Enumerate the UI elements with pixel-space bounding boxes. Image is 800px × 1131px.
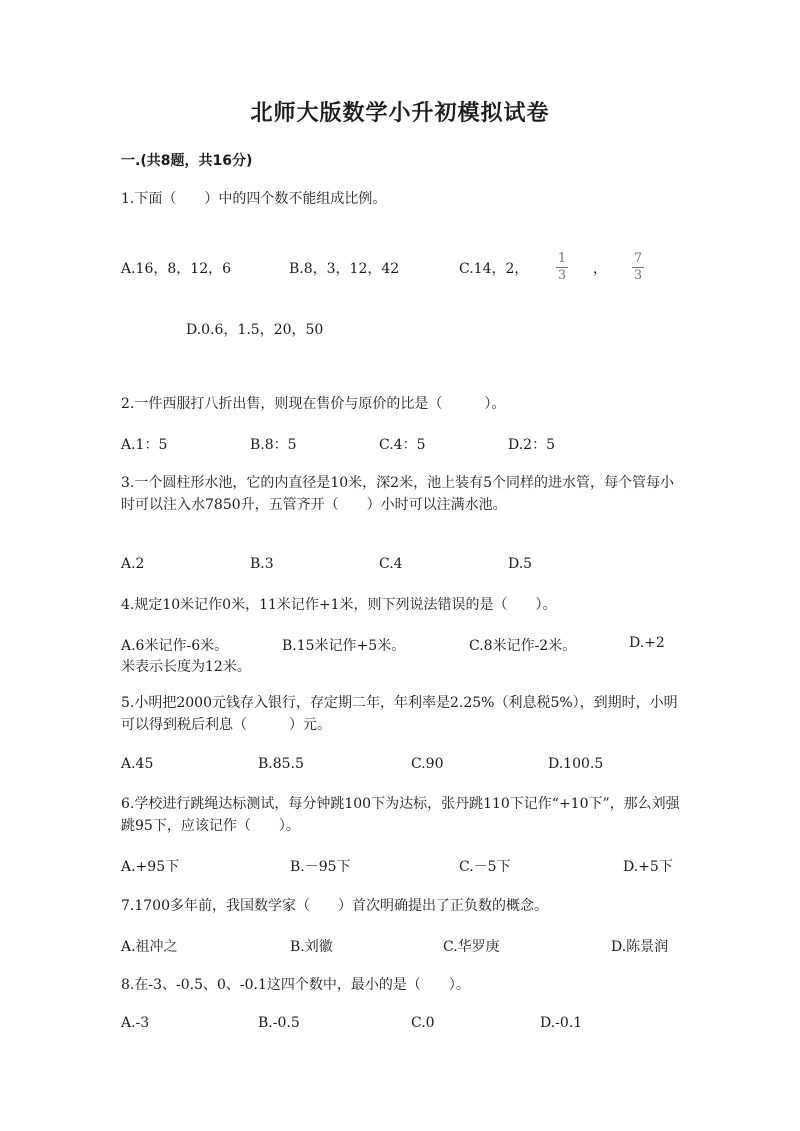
question-5-option-c: C.90: [411, 756, 444, 772]
question-4-stem: 4.规定10米记作0米，11米记作+1米，则下列说法错误的是（ ）。: [121, 597, 557, 613]
question-5-option-a: A.45: [121, 756, 154, 772]
question-8-stem: 8.在-3、-0.5、0、-0.1这四个数中，最小的是（ ）。: [121, 977, 470, 993]
question-1-option-c: C.14，2，: [459, 261, 529, 277]
question-4-option-d-line2: 米表示长度为12米。: [121, 659, 251, 675]
fraction-denominator: 3: [633, 268, 643, 283]
question-8-option-b: B.-0.5: [258, 1015, 300, 1031]
fraction-denominator: 3: [557, 268, 567, 283]
question-7-option-d: D.陈景润: [611, 939, 669, 955]
question-7-stem: 7.1700多年前，我国数学家（ ）首次明确提出了正负数的概念。: [121, 898, 548, 914]
question-7-option-c: C.华罗庚: [443, 939, 500, 955]
question-6-option-d: D.+5下: [623, 859, 673, 875]
question-8-option-a: A.-3: [121, 1015, 150, 1031]
question-4-option-c: C.8米记作-2米。: [469, 638, 577, 654]
question-6-option-c: C.－5下: [459, 859, 511, 875]
question-1-fraction-one-third: [556, 252, 568, 283]
question-4-option-d-line1: D.+2: [629, 635, 665, 651]
question-3-option-b: B.3: [250, 556, 274, 572]
question-7-option-b: B.刘徽: [290, 939, 333, 955]
question-8-option-d: D.-0.1: [540, 1015, 583, 1031]
question-2-option-a: A.1：5: [121, 437, 168, 453]
question-6-option-a: A.+95下: [121, 859, 180, 875]
question-3-option-c: C.4: [379, 556, 403, 572]
question-5-option-d: D.100.5: [548, 756, 604, 772]
page-title: 北师大版数学小升初模拟试卷: [250, 101, 550, 126]
question-3-option-d: D.5: [508, 556, 533, 572]
fraction-numerator: 7: [633, 251, 643, 266]
question-1-fraction-seven-thirds: [632, 252, 644, 283]
question-7-option-a: A.祖冲之: [121, 939, 178, 955]
question-3-stem: 3.一个圆柱形水池，它的内直径是10米，深2米，池上装有5个同样的进水管，每个管每小时可以注入水7850升，五管齐开（ ）小时可以注满水池。: [121, 475, 674, 513]
section-heading: 一.(共8题，共16分): [121, 153, 253, 169]
question-4-option-b: B.15米记作+5米。: [282, 638, 406, 654]
question-6-stem: 6.学校进行跳绳达标测试，每分钟跳100下为达标，张丹跳110下记作“+10下”，那么刘强跳95下，应该记作（ ）。: [121, 796, 680, 834]
question-1-stem: 1.下面（ ）中的四个数不能组成比例。: [121, 191, 387, 207]
question-2-option-c: C.4：5: [379, 437, 426, 453]
question-2-stem: 2.一件西服打八折出售，则现在售价与原价的比是（ ）。: [121, 396, 506, 412]
question-2-option-b: B.8：5: [250, 437, 297, 453]
question-1-option-c-separator: ，: [593, 261, 607, 277]
question-1-option-b: B.8，3，12，42: [289, 261, 400, 277]
question-3-option-a: A.2: [121, 556, 145, 572]
fraction-numerator: 1: [557, 251, 567, 266]
question-6-option-b: B.－95下: [290, 859, 351, 875]
question-5-stem: 5.小明把2000元钱存入银行，存定期二年，年利率是2.25%（利息税5%），到期时，小明可以得到税后利息（ ）元。: [121, 695, 678, 733]
question-1-option-a: A.16，8，12，6: [121, 261, 232, 277]
question-8-option-c: C.0: [411, 1015, 435, 1031]
question-5-option-b: B.85.5: [258, 756, 304, 772]
question-4-option-a: A.6米记作-6米。: [121, 638, 229, 654]
question-2-option-d: D.2：5: [508, 437, 555, 453]
question-1-option-d: D.0.6，1.5，20，50: [186, 322, 324, 338]
